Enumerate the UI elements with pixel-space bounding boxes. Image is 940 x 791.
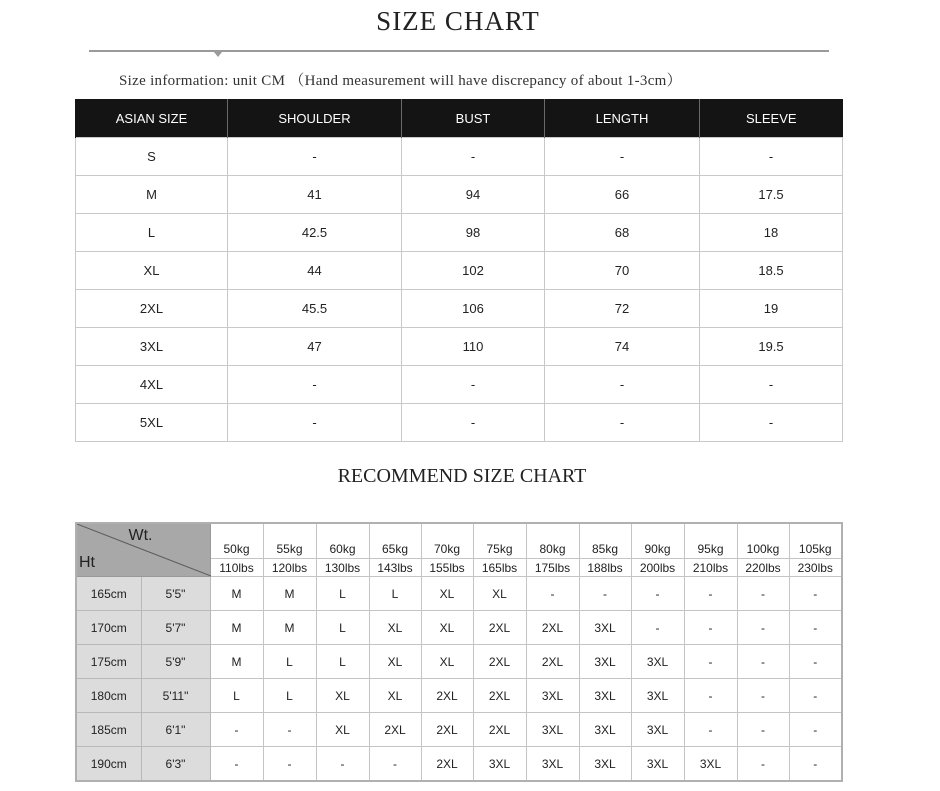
- recommended-size-cell: XL: [316, 679, 369, 713]
- measurement-cell: -: [402, 138, 545, 176]
- size-label-cell: 3XL: [76, 328, 228, 366]
- measurement-cell: 18: [700, 214, 843, 252]
- size-row: [76, 138, 843, 176]
- measurement-cell: 74: [545, 328, 700, 366]
- weight-lbs-cell: 165lbs: [473, 559, 526, 577]
- recommended-size-cell: 2XL: [421, 747, 473, 782]
- recommended-size-cell: -: [263, 747, 316, 782]
- measurement-cell: -: [545, 404, 700, 442]
- weight-lbs-cell: 143lbs: [369, 559, 421, 577]
- recommended-size-cell: -: [737, 679, 789, 713]
- recommend-title: RECOMMEND SIZE CHART: [337, 465, 587, 487]
- recommended-size-cell: -: [737, 747, 789, 782]
- recommended-size-cell: 2XL: [473, 645, 526, 679]
- recommended-size-cell: -: [737, 577, 789, 611]
- size-label-cell: XL: [76, 252, 228, 290]
- recommended-size-cell: -: [789, 747, 842, 782]
- measurement-cell: 106: [402, 290, 545, 328]
- recommended-size-cell: -: [737, 645, 789, 679]
- measurement-cell: -: [700, 404, 843, 442]
- size-row: [76, 214, 843, 252]
- recommended-size-cell: L: [316, 577, 369, 611]
- page-title: SIZE CHART: [376, 6, 540, 36]
- recommended-size-cell: L: [316, 645, 369, 679]
- recommended-size-cell: M: [210, 611, 263, 645]
- height-row: [76, 679, 842, 713]
- size-info-note: Size information: unit CM （Hand measurement will have discrepancy of about 1-3cm）: [119, 73, 682, 89]
- measurement-cell: -: [402, 366, 545, 404]
- recommended-size-cell: -: [789, 713, 842, 747]
- recommended-size-cell: 2XL: [421, 679, 473, 713]
- header-asian-size: ASIAN SIZE: [76, 99, 228, 138]
- recommended-size-cell: 3XL: [631, 713, 684, 747]
- header-bust: BUST: [402, 99, 545, 138]
- weight-lbs-cell: 220lbs: [737, 559, 789, 577]
- measurement-cell: -: [228, 138, 402, 176]
- size-label-cell: M: [76, 176, 228, 214]
- measurement-cell: -: [402, 404, 545, 442]
- measurement-cell: 19: [700, 290, 843, 328]
- weight-lbs-cell: 120lbs: [263, 559, 316, 577]
- weight-kg-cell: 75kg: [473, 523, 526, 559]
- recommended-size-cell: XL: [369, 679, 421, 713]
- weight-kg-cell: 95kg: [684, 523, 737, 559]
- recommended-size-cell: XL: [369, 645, 421, 679]
- weight-lbs-cell: 130lbs: [316, 559, 369, 577]
- measurement-cell: 18.5: [700, 252, 843, 290]
- recommended-size-cell: 2XL: [473, 713, 526, 747]
- height-cm-cell: 170cm: [76, 611, 141, 645]
- header-length: LENGTH: [545, 99, 700, 138]
- recommended-size-cell: L: [263, 645, 316, 679]
- size-label-cell: L: [76, 214, 228, 252]
- size-row: [76, 252, 843, 290]
- measurement-cell: 41: [228, 176, 402, 214]
- recommended-size-cell: 3XL: [579, 645, 631, 679]
- recommended-size-cell: 2XL: [369, 713, 421, 747]
- recommended-size-cell: -: [789, 577, 842, 611]
- size-label-cell: 5XL: [76, 404, 228, 442]
- recommended-size-cell: 3XL: [631, 679, 684, 713]
- measurement-cell: 45.5: [228, 290, 402, 328]
- measurement-cell: 66: [545, 176, 700, 214]
- measurement-cell: -: [545, 366, 700, 404]
- recommended-size-cell: XL: [421, 577, 473, 611]
- size-label-cell: 4XL: [76, 366, 228, 404]
- recommended-size-cell: -: [684, 611, 737, 645]
- weight-lbs-cell: 200lbs: [631, 559, 684, 577]
- measurement-cell: 47: [228, 328, 402, 366]
- size-row: [76, 290, 843, 328]
- recommended-size-cell: XL: [421, 611, 473, 645]
- recommended-size-cell: XL: [316, 713, 369, 747]
- measurement-cell: -: [228, 404, 402, 442]
- measurement-cell: 98: [402, 214, 545, 252]
- measurement-cell: -: [228, 366, 402, 404]
- recommended-size-cell: 3XL: [473, 747, 526, 782]
- weight-kg-row: [76, 523, 842, 559]
- recommended-size-cell: -: [789, 679, 842, 713]
- recommended-size-cell: M: [210, 577, 263, 611]
- weight-label: Wt.: [128, 527, 153, 544]
- recommended-size-cell: 3XL: [526, 713, 579, 747]
- recommended-size-cell: 3XL: [579, 611, 631, 645]
- measurement-cell: 17.5: [700, 176, 843, 214]
- height-cm-cell: 165cm: [76, 577, 141, 611]
- height-ft-cell: 5'9": [141, 645, 210, 679]
- recommended-size-cell: L: [369, 577, 421, 611]
- measurement-cell: 44: [228, 252, 402, 290]
- measurement-cell: 70: [545, 252, 700, 290]
- measurement-cell: -: [700, 138, 843, 176]
- recommended-size-cell: -: [210, 747, 263, 782]
- recommended-size-cell: -: [316, 747, 369, 782]
- recommended-size-cell: XL: [421, 645, 473, 679]
- recommended-size-cell: -: [526, 577, 579, 611]
- weight-kg-cell: 50kg: [210, 523, 263, 559]
- height-ft-cell: 6'3": [141, 747, 210, 782]
- height-ft-cell: 5'5": [141, 577, 210, 611]
- size-label-cell: S: [76, 138, 228, 176]
- measurement-cell: 42.5: [228, 214, 402, 252]
- weight-kg-cell: 100kg: [737, 523, 789, 559]
- weight-lbs-cell: 175lbs: [526, 559, 579, 577]
- height-row: [76, 747, 842, 782]
- weight-lbs-cell: 110lbs: [210, 559, 263, 577]
- recommended-size-cell: 2XL: [526, 645, 579, 679]
- height-row: [76, 611, 842, 645]
- recommended-size-cell: -: [631, 611, 684, 645]
- weight-kg-cell: 70kg: [421, 523, 473, 559]
- recommended-size-cell: 3XL: [526, 747, 579, 782]
- measurement-cell: 68: [545, 214, 700, 252]
- height-cm-cell: 185cm: [76, 713, 141, 747]
- recommended-size-cell: XL: [473, 577, 526, 611]
- recommended-size-cell: 3XL: [579, 747, 631, 782]
- weight-kg-cell: 80kg: [526, 523, 579, 559]
- weight-lbs-cell: 230lbs: [789, 559, 842, 577]
- recommended-size-cell: -: [631, 577, 684, 611]
- recommended-size-cell: -: [369, 747, 421, 782]
- recommended-size-cell: -: [684, 713, 737, 747]
- recommended-size-cell: -: [579, 577, 631, 611]
- measurement-cell: -: [700, 366, 843, 404]
- recommended-size-cell: M: [210, 645, 263, 679]
- height-row: [76, 713, 842, 747]
- recommended-size-cell: -: [210, 713, 263, 747]
- recommended-size-cell: -: [737, 611, 789, 645]
- size-table-header-row: [76, 99, 843, 138]
- header-sleeve: SLEEVE: [700, 99, 843, 138]
- height-row: [76, 577, 842, 611]
- size-label-cell: 2XL: [76, 290, 228, 328]
- recommended-size-cell: 3XL: [526, 679, 579, 713]
- height-ft-cell: 6'1": [141, 713, 210, 747]
- measurement-cell: 110: [402, 328, 545, 366]
- recommended-size-cell: -: [737, 713, 789, 747]
- weight-lbs-cell: 155lbs: [421, 559, 473, 577]
- recommended-size-cell: -: [789, 645, 842, 679]
- size-table: [75, 99, 843, 442]
- height-cm-cell: 180cm: [76, 679, 141, 713]
- height-row: [76, 645, 842, 679]
- size-row: [76, 176, 843, 214]
- recommend-size-table: [75, 522, 843, 782]
- measurement-cell: -: [545, 138, 700, 176]
- measurement-cell: 19.5: [700, 328, 843, 366]
- recommended-size-cell: L: [263, 679, 316, 713]
- recommended-size-cell: L: [210, 679, 263, 713]
- recommended-size-cell: -: [263, 713, 316, 747]
- weight-lbs-cell: 188lbs: [579, 559, 631, 577]
- size-row: [76, 366, 843, 404]
- weight-lbs-cell: 210lbs: [684, 559, 737, 577]
- measurement-cell: 94: [402, 176, 545, 214]
- recommended-size-cell: -: [684, 645, 737, 679]
- recommended-size-cell: 2XL: [473, 611, 526, 645]
- recommended-size-cell: L: [316, 611, 369, 645]
- size-row: [76, 404, 843, 442]
- weight-kg-cell: 85kg: [579, 523, 631, 559]
- height-ft-cell: 5'11": [141, 679, 210, 713]
- measurement-cell: 72: [545, 290, 700, 328]
- height-label: Ht: [79, 554, 95, 571]
- divider-notch: [214, 52, 222, 57]
- recommended-size-cell: 2XL: [421, 713, 473, 747]
- weight-kg-cell: 90kg: [631, 523, 684, 559]
- height-cm-cell: 190cm: [76, 747, 141, 782]
- title-divider: [89, 50, 829, 52]
- recommended-size-cell: 3XL: [579, 713, 631, 747]
- weight-kg-cell: 105kg: [789, 523, 842, 559]
- height-cm-cell: 175cm: [76, 645, 141, 679]
- size-row: [76, 328, 843, 366]
- recommended-size-cell: M: [263, 577, 316, 611]
- measurement-cell: 102: [402, 252, 545, 290]
- recommended-size-cell: -: [789, 611, 842, 645]
- weight-kg-cell: 65kg: [369, 523, 421, 559]
- header-shoulder: SHOULDER: [228, 99, 402, 138]
- recommended-size-cell: XL: [369, 611, 421, 645]
- height-ft-cell: 5'7": [141, 611, 210, 645]
- recommended-size-cell: 3XL: [579, 679, 631, 713]
- recommended-size-cell: -: [684, 679, 737, 713]
- recommended-size-cell: 3XL: [631, 747, 684, 782]
- recommended-size-cell: M: [263, 611, 316, 645]
- weight-kg-cell: 60kg: [316, 523, 369, 559]
- recommended-size-cell: 3XL: [684, 747, 737, 782]
- weight-kg-cell: 55kg: [263, 523, 316, 559]
- corner-header: [76, 523, 210, 577]
- recommended-size-cell: -: [684, 577, 737, 611]
- recommended-size-cell: 3XL: [631, 645, 684, 679]
- recommended-size-cell: 2XL: [526, 611, 579, 645]
- recommended-size-cell: 2XL: [473, 679, 526, 713]
